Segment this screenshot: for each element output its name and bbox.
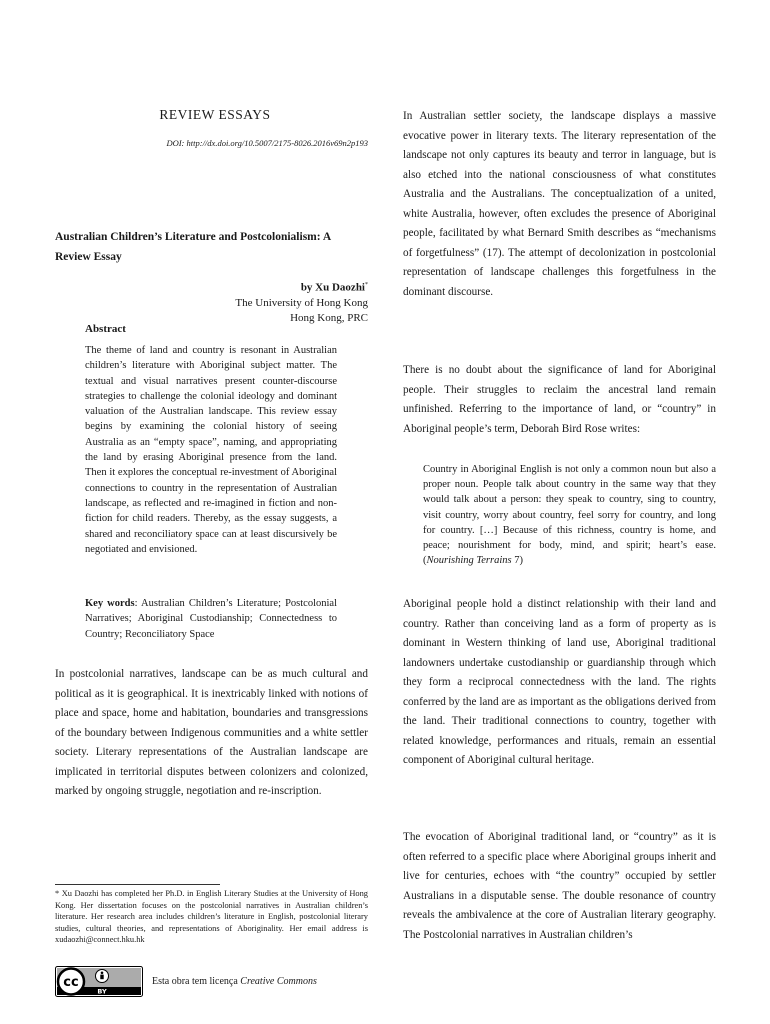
license-name[interactable]: Creative Commons xyxy=(240,976,317,987)
author-footnote: * Xu Daozhi has completed her Ph.D. in English Literary Studies at the University of Hong Kong. Her dissertation focuses on the postcolonial narratives in Australian children’s literature. Her research area includes children’s literature in English, postcolonial literary studies, cultural theories, and representations of Aboriginality. Her email address is xudaozhi@connect.hku.hk xyxy=(55,889,368,945)
abstract-body: The theme of land and country is resonant in Australian children’s literature with Aboriginal subject matter. The textual and visual narratives present counter-discourse strategies to challenge the colonial ideology and dominant valuation of the Australian landscape. This review essay begins by examining the colonial history of seeing Australia as an “empty space”, naming, and appropriating the land by erasing Aboriginal presence from the land. Then it explores the conceptual re-investment of Aboriginal connections to country in the representation of Australian landscape, as reflected and re-imagined in fiction and non-fiction for child readers. Thereby, as the essay suggests, a shared and reconciliatory space can at least discursively be negotiated and envisioned. xyxy=(85,345,337,555)
author-byline: by Xu Daozhi xyxy=(300,281,365,294)
section-header: REVIEW ESSAYS xyxy=(159,107,271,122)
quote-source: Nourishing Terrains xyxy=(426,555,512,567)
keywords xyxy=(85,596,337,642)
article-title: Australian Children’s Literature and Postcolonialism: A Review Essay xyxy=(55,231,331,263)
author-name xyxy=(55,278,368,296)
body-paragraph-3: Aboriginal people hold a distinct relationship with their land and country. Rather than conceiving land as a form of property as is dominant in Western thinking of land use, Aboriginal traditional landowners undertake custodianship or guardianship through which they form a reciprocal connectedness with the land. The rights conferred by the land are as important as the obligations derived from the land. Their traditional connections to country, together with related knowledge, performances and rituals, remain an essential component of Aboriginal cultural heritage. xyxy=(403,598,716,766)
intro-paragraph: In postcolonial narratives, landscape can be as much cultural and political as it is geographical. It is inextricably linked with notions of place and space, home and habitation, boundaries and transgressions of the boundary between Indigenous communities and a white settler society. Literary representations of the Australian landscape are implicated in territorial disputes between colonizers and colonized, marked by ongoing struggle, negotiation and re-inscription. xyxy=(55,668,368,797)
doi-link[interactable]: DOI: http://dx.doi.org/10.5007/2175-8026.2016v69n2p193 xyxy=(166,138,368,148)
quote-end: 7) xyxy=(511,555,523,567)
keywords-list: : Australian Children’s Literature; Postcolonial Narratives; Aboriginal Custodianship; Connectedness to Country; Reconciliatory Space xyxy=(85,598,338,640)
body-paragraph-1: In Australian settler society, the landscape displays a massive evocative power in literary texts. The literary representation of the landscape not only captures its beauty and terror in language, but is also etched into the national consciousness of what constitutes Australia and the Australians. The conceptualization of a united, white Australia, however, often excludes the presence of Aboriginal people, facilitated by what Bernard Smith describes as “mechanisms of forgetfulness” (17). The attempt of decolonization in postcolonial representation of landscape challenges this forgetfulness in the dominant discourse. xyxy=(403,110,716,298)
cc-logo-text: cc xyxy=(63,975,79,990)
abstract-heading: Abstract xyxy=(85,323,126,335)
author-block xyxy=(55,278,368,326)
license-prefix: Esta obra tem licença xyxy=(152,976,241,987)
footnote-divider xyxy=(55,884,220,885)
block-quote xyxy=(423,462,716,568)
body-paragraph-2: There is no doubt about the significance of land for Aboriginal people. Their struggles to reclaim the ancestral land remain unfinished. Referring to the importance of land, or “country” in Aboriginal people’s term, Deborah Bird Rose writes: xyxy=(403,364,716,435)
by-label: BY xyxy=(97,987,107,996)
body-paragraph-4: The evocation of Aboriginal traditional land, or “country” as it is often referred to a specific place where Aboriginal groups inherit and live for centuries, echoes with “the country” occupied by settler Australians in a disputable sense. The double resonance of country reveals the ambivalence at the core of Australian literary geography. The Postcolonial narratives in Australian children’s xyxy=(403,831,716,941)
author-location: Hong Kong, PRC xyxy=(290,311,368,324)
license-text xyxy=(152,976,317,987)
creative-commons-badge[interactable] xyxy=(55,966,143,997)
keywords-label: Key words xyxy=(85,598,135,609)
footnote-marker: * xyxy=(365,282,368,288)
quote-text: Country in Aboriginal English is not only a common noun but also a proper noun. People talk about country in the same way that they would talk about a person: they speak to country, sing to country, visit country, worry about country, feel sorry for country, and long for country. […] Because of this richness, country is home, and peace; nourishment for body, mind, and spirit; heart’s ease. ( xyxy=(423,464,716,567)
author-affiliation: The University of Hong Kong xyxy=(235,296,368,309)
